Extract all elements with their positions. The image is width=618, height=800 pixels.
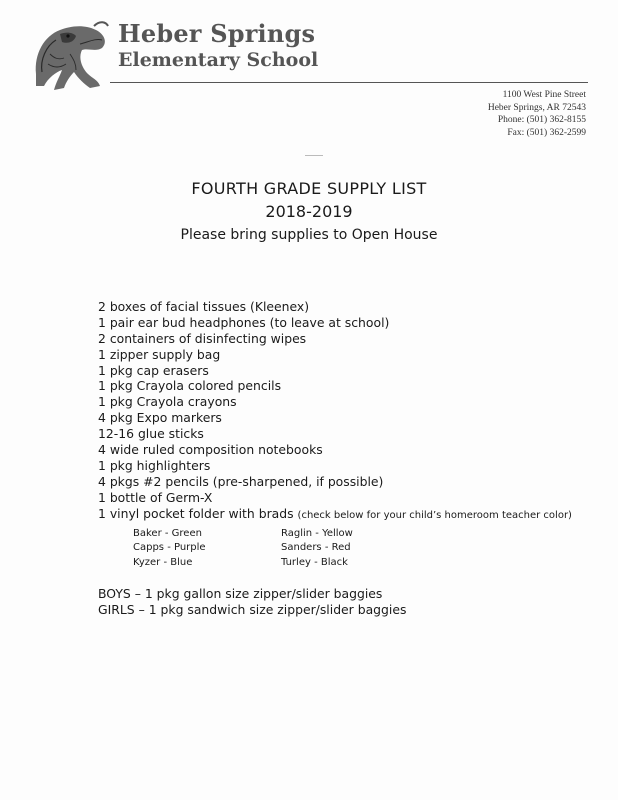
teacher-color: Turley - Black <box>281 556 348 568</box>
page-subtitle: Please bring supplies to Open House <box>180 227 438 243</box>
address-phone: Phone: (501) 362-8155 <box>497 115 586 125</box>
color-row <box>133 541 393 555</box>
panther-mascot-logo <box>30 14 110 94</box>
folder-item-text: 1 vinyl pocket folder with brads <box>98 505 294 521</box>
school-year: 2018-2019 <box>265 202 353 221</box>
teacher-color: Raglin - Yellow <box>281 528 353 539</box>
school-address <box>488 89 586 139</box>
list-item: 1 pkg Crayola colored pencils <box>98 378 282 394</box>
list-item: 12-16 glue sticks <box>98 426 204 442</box>
list-item: 1 bottle of Germ-X <box>98 489 213 505</box>
school-name-line2: Elementary School <box>118 49 319 71</box>
gender-items <box>98 586 406 618</box>
address-city: Heber Springs, AR 72543 <box>487 102 586 113</box>
supply-list <box>98 299 598 521</box>
header-divider <box>110 82 588 83</box>
scan-mark <box>305 155 323 156</box>
address-street: 1100 West Pine Street <box>502 90 586 100</box>
list-item: 2 containers of disinfecting wipes <box>98 330 307 346</box>
address-fax: Fax: (501) 362-2599 <box>507 127 586 138</box>
teacher-color: Capps - Purple <box>133 542 206 554</box>
list-item: 1 zipper supply bag <box>98 346 221 362</box>
list-item: 1 pair ear bud headphones (to leave at school) <box>98 314 390 330</box>
boys-item: BOYS – 1 pkg gallon size zipper/slider baggies <box>98 586 383 601</box>
teacher-color: Kyzer - Blue <box>133 556 193 568</box>
folder-note: (check below for your child’s homeroom teacher color) <box>297 509 572 521</box>
color-row <box>133 527 393 541</box>
teacher-color: Baker - Green <box>133 528 202 539</box>
list-item: 1 pkg Crayola crayons <box>98 394 237 410</box>
list-item: 2 boxes of facial tissues (Kleenex) <box>98 299 310 314</box>
list-item: 4 pkg Expo markers <box>98 410 222 426</box>
list-item: 1 pkg highlighters <box>98 457 211 473</box>
school-name-line1: Heber Springs <box>118 19 316 48</box>
list-item: 1 pkg cap erasers <box>98 362 209 378</box>
list-item: 4 wide ruled composition notebooks <box>98 442 323 458</box>
girls-item: GIRLS – 1 pkg sandwich size zipper/slider baggies <box>98 602 407 617</box>
teacher-color-table <box>133 527 393 570</box>
page-title: FOURTH GRADE SUPPLY LIST <box>191 179 427 198</box>
school-name <box>118 20 318 72</box>
list-item: 4 pkgs #2 pencils (pre-sharpened, if possible) <box>98 473 384 489</box>
list-item-folder <box>98 506 598 522</box>
teacher-color: Sanders - Red <box>281 542 351 554</box>
color-row <box>133 556 393 570</box>
title-block <box>0 178 618 246</box>
